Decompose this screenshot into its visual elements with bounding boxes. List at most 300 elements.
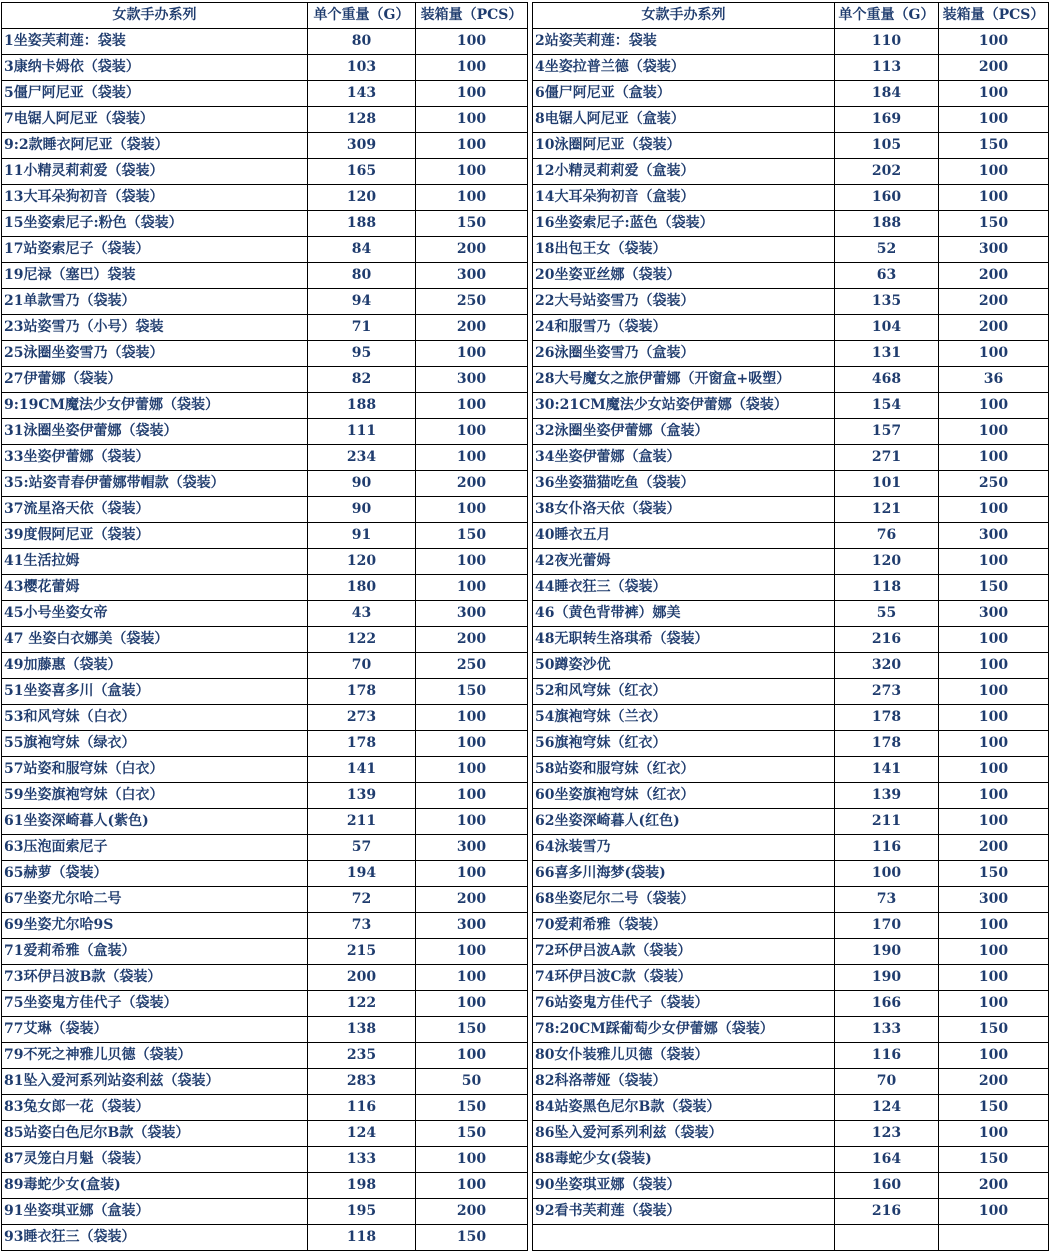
quantity-cell[interactable]: 100 <box>416 1043 528 1069</box>
product-name-cell[interactable]: 72环伊吕波A款（袋装） <box>533 939 835 965</box>
quantity-cell[interactable]: 100 <box>939 679 1049 705</box>
quantity-cell[interactable]: 100 <box>939 1043 1049 1069</box>
product-name-cell[interactable]: 39度假阿尼亚（袋装） <box>2 523 308 549</box>
quantity-cell[interactable]: 250 <box>416 653 528 679</box>
quantity-cell[interactable]: 100 <box>416 133 528 159</box>
quantity-cell[interactable]: 150 <box>939 133 1049 159</box>
quantity-cell[interactable]: 36 <box>939 367 1049 393</box>
weight-cell[interactable]: 178 <box>308 731 416 757</box>
weight-cell[interactable]: 235 <box>308 1043 416 1069</box>
product-name-cell[interactable]: 89毒蛇少女(盒装) <box>2 1173 308 1199</box>
table-row <box>533 341 1049 367</box>
table-row <box>533 783 1049 809</box>
weight-cell[interactable]: 273 <box>835 679 939 705</box>
quantity-cell[interactable]: 100 <box>939 757 1049 783</box>
product-name-cell[interactable]: 1坐姿芙莉莲：袋装 <box>2 29 308 55</box>
product-name-cell[interactable]: 26泳圈坐姿雪乃（盒装） <box>533 341 835 367</box>
weight-cell[interactable]: 90 <box>308 497 416 523</box>
product-name-cell[interactable]: 80女仆装雅儿贝德（袋装） <box>533 1043 835 1069</box>
quantity-cell[interactable]: 100 <box>939 159 1049 185</box>
product-name-cell[interactable]: 50蹲姿沙优 <box>533 653 835 679</box>
quantity-cell[interactable]: 100 <box>939 107 1049 133</box>
quantity-cell[interactable]: 100 <box>939 1199 1049 1225</box>
weight-cell[interactable]: 202 <box>835 159 939 185</box>
weight-cell[interactable]: 121 <box>835 497 939 523</box>
quantity-cell[interactable]: 100 <box>939 991 1049 1017</box>
product-name-cell[interactable]: 20坐姿亚丝娜（袋装） <box>533 263 835 289</box>
quantity-cell[interactable]: 100 <box>939 627 1049 653</box>
weight-cell[interactable]: 104 <box>835 315 939 341</box>
weight-cell[interactable]: 91 <box>308 523 416 549</box>
weight-cell[interactable]: 154 <box>835 393 939 419</box>
product-name-cell[interactable]: 8电锯人阿尼亚（盒装） <box>533 107 835 133</box>
quantity-cell[interactable]: 150 <box>939 1017 1049 1043</box>
table-row <box>533 549 1049 575</box>
product-name-cell[interactable]: 66喜多川海梦(袋装) <box>533 861 835 887</box>
product-name-cell[interactable]: 55旗袍穹妹（绿衣） <box>2 731 308 757</box>
quantity-cell[interactable]: 100 <box>416 939 528 965</box>
weight-cell[interactable]: 76 <box>835 523 939 549</box>
product-name-cell[interactable]: 64泳装雪乃 <box>533 835 835 861</box>
product-name-cell[interactable]: 56旗袍穹妹（红衣） <box>533 731 835 757</box>
quantity-cell[interactable]: 200 <box>939 1069 1049 1095</box>
weight-cell[interactable]: 63 <box>835 263 939 289</box>
product-name-cell[interactable]: 11小精灵莉莉爱（袋装） <box>2 159 308 185</box>
product-name-cell[interactable]: 5僵尸阿尼亚（袋装） <box>2 81 308 107</box>
product-name-cell[interactable]: 45小号坐姿女帝 <box>2 601 308 627</box>
weight-cell[interactable]: 124 <box>835 1095 939 1121</box>
product-name-cell[interactable]: 21单款雪乃（袋装） <box>2 289 308 315</box>
product-name-cell[interactable]: 84站姿黑色尼尔B款（袋装） <box>533 1095 835 1121</box>
quantity-cell[interactable]: 200 <box>939 55 1049 81</box>
quantity-cell[interactable]: 50 <box>416 1069 528 1095</box>
quantity-cell[interactable]: 200 <box>416 887 528 913</box>
product-name-cell[interactable]: 63压泡面索尼子 <box>2 835 308 861</box>
header-name-cell: 女款手办系列 <box>533 3 835 29</box>
product-name-cell[interactable]: 28大号魔女之旅伊蕾娜（开窗盒+吸塑） <box>533 367 835 393</box>
weight-cell[interactable]: 271 <box>835 445 939 471</box>
product-name-cell[interactable]: 36坐姿猫猫吃鱼（袋装） <box>533 471 835 497</box>
quantity-cell[interactable]: 100 <box>416 549 528 575</box>
quantity-cell[interactable]: 150 <box>416 679 528 705</box>
weight-cell[interactable]: 80 <box>308 263 416 289</box>
quantity-cell[interactable]: 100 <box>416 965 528 991</box>
weight-cell[interactable]: 73 <box>835 887 939 913</box>
weight-cell[interactable]: 122 <box>308 627 416 653</box>
quantity-cell[interactable]: 300 <box>416 601 528 627</box>
quantity-cell[interactable]: 100 <box>416 55 528 81</box>
product-name-cell[interactable]: 87灵笼白月魁（袋装） <box>2 1147 308 1173</box>
weight-cell[interactable]: 55 <box>835 601 939 627</box>
quantity-cell[interactable]: 300 <box>416 263 528 289</box>
product-name-cell[interactable]: 27伊蕾娜（袋装） <box>2 367 308 393</box>
quantity-cell[interactable]: 150 <box>416 1121 528 1147</box>
weight-cell[interactable]: 166 <box>835 991 939 1017</box>
product-name-cell[interactable]: 58站姿和服穹妹（红衣） <box>533 757 835 783</box>
product-name-cell[interactable]: 81坠入爱河系列站姿利兹（袋装） <box>2 1069 308 1095</box>
quantity-cell[interactable]: 150 <box>416 1017 528 1043</box>
table-row <box>2 55 528 81</box>
table-row <box>533 965 1049 991</box>
quantity-cell[interactable]: 100 <box>416 159 528 185</box>
weight-cell[interactable]: 215 <box>308 939 416 965</box>
weight-cell[interactable]: 70 <box>835 1069 939 1095</box>
product-name-cell[interactable]: 51坐姿喜多川（盒装） <box>2 679 308 705</box>
product-name-cell[interactable]: 16坐姿索尼子:蓝色（袋装） <box>533 211 835 237</box>
quantity-cell[interactable]: 100 <box>939 185 1049 211</box>
product-name-cell[interactable]: 70爱莉希雅（袋装） <box>533 913 835 939</box>
table-row <box>533 81 1049 107</box>
weight-cell[interactable]: 143 <box>308 81 416 107</box>
weight-cell[interactable]: 133 <box>308 1147 416 1173</box>
quantity-cell[interactable]: 300 <box>939 601 1049 627</box>
quantity-cell[interactable]: 100 <box>416 393 528 419</box>
product-name-cell[interactable]: 9:19CM魔法少女伊蕾娜（袋装） <box>2 393 308 419</box>
weight-cell[interactable]: 157 <box>835 419 939 445</box>
quantity-cell[interactable]: 100 <box>416 757 528 783</box>
weight-cell[interactable]: 169 <box>835 107 939 133</box>
weight-cell[interactable]: 194 <box>308 861 416 887</box>
quantity-cell[interactable]: 100 <box>416 341 528 367</box>
quantity-cell[interactable]: 100 <box>416 445 528 471</box>
product-name-cell[interactable]: 67坐姿尤尔哈二号 <box>2 887 308 913</box>
weight-cell[interactable]: 139 <box>835 783 939 809</box>
weight-cell[interactable]: 139 <box>308 783 416 809</box>
weight-cell[interactable]: 118 <box>308 1225 416 1251</box>
quantity-cell[interactable]: 300 <box>939 237 1049 263</box>
table-row <box>533 497 1049 523</box>
weight-cell[interactable]: 100 <box>835 861 939 887</box>
product-name-cell[interactable]: 6僵尸阿尼亚（盒装） <box>533 81 835 107</box>
table-row <box>533 939 1049 965</box>
weight-cell[interactable]: 164 <box>835 1147 939 1173</box>
weight-cell[interactable]: 180 <box>308 575 416 601</box>
quantity-cell[interactable]: 100 <box>939 549 1049 575</box>
quantity-cell[interactable]: 100 <box>939 393 1049 419</box>
weight-cell[interactable]: 128 <box>308 107 416 133</box>
weight-cell[interactable]: 116 <box>308 1095 416 1121</box>
quantity-cell[interactable]: 200 <box>416 315 528 341</box>
quantity-cell[interactable]: 100 <box>416 731 528 757</box>
product-name-cell[interactable]: 57站姿和服穹妹（白衣） <box>2 757 308 783</box>
weight-cell[interactable]: 110 <box>835 29 939 55</box>
product-name-cell[interactable]: 83兔女郎一花（袋装） <box>2 1095 308 1121</box>
weight-cell[interactable]: 188 <box>308 393 416 419</box>
quantity-cell[interactable]: 100 <box>416 575 528 601</box>
weight-cell[interactable]: 165 <box>308 159 416 185</box>
table-row <box>2 185 528 211</box>
product-name-cell[interactable] <box>533 1225 835 1251</box>
product-name-cell[interactable]: 90坐姿琪亚娜（袋装） <box>533 1173 835 1199</box>
weight-cell[interactable]: 73 <box>308 913 416 939</box>
product-name-cell[interactable]: 18出包王女（袋装） <box>533 237 835 263</box>
product-name-cell[interactable]: 41生活拉姆 <box>2 549 308 575</box>
quantity-cell[interactable]: 100 <box>416 81 528 107</box>
product-name-cell[interactable]: 12小精灵莉莉爱（盒装） <box>533 159 835 185</box>
product-name-cell[interactable]: 54旗袍穹妹（兰衣） <box>533 705 835 731</box>
quantity-cell[interactable]: 150 <box>939 861 1049 887</box>
quantity-cell[interactable]: 100 <box>939 731 1049 757</box>
product-name-cell[interactable]: 61坐姿深崎暮人(紫色) <box>2 809 308 835</box>
weight-cell[interactable]: 116 <box>835 835 939 861</box>
product-name-cell[interactable]: 2站姿芙莉莲：袋装 <box>533 29 835 55</box>
table-row <box>2 341 528 367</box>
product-name-cell[interactable]: 25泳圈坐姿雪乃（袋装） <box>2 341 308 367</box>
weight-cell[interactable]: 273 <box>308 705 416 731</box>
quantity-cell[interactable]: 200 <box>939 289 1049 315</box>
quantity-cell[interactable]: 100 <box>416 705 528 731</box>
table-row <box>533 133 1049 159</box>
quantity-cell[interactable]: 150 <box>939 1147 1049 1173</box>
product-name-cell[interactable]: 37流星洛天依（袋装） <box>2 497 308 523</box>
weight-cell[interactable]: 188 <box>308 211 416 237</box>
weight-cell[interactable]: 105 <box>835 133 939 159</box>
product-name-cell[interactable]: 24和服雪乃（袋装） <box>533 315 835 341</box>
table-row <box>2 159 528 185</box>
weight-cell[interactable]: 178 <box>835 731 939 757</box>
product-name-cell[interactable]: 53和风穹妹（白衣） <box>2 705 308 731</box>
weight-cell[interactable]: 178 <box>835 705 939 731</box>
weight-cell[interactable]: 468 <box>835 367 939 393</box>
weight-cell[interactable]: 141 <box>308 757 416 783</box>
weight-cell[interactable]: 90 <box>308 471 416 497</box>
product-name-cell[interactable]: 49加藤惠（袋装） <box>2 653 308 679</box>
weight-cell[interactable]: 138 <box>308 1017 416 1043</box>
product-name-cell[interactable]: 71爱莉希雅（盒装） <box>2 939 308 965</box>
quantity-cell[interactable]: 100 <box>939 497 1049 523</box>
quantity-cell[interactable]: 100 <box>416 1147 528 1173</box>
product-name-cell[interactable]: 15坐姿索尼子:粉色（袋装） <box>2 211 308 237</box>
weight-cell[interactable]: 184 <box>835 81 939 107</box>
quantity-cell[interactable]: 100 <box>416 419 528 445</box>
product-name-cell[interactable]: 74环伊吕波C款（袋装） <box>533 965 835 991</box>
product-name-cell[interactable]: 33坐姿伊蕾娜（袋装） <box>2 445 308 471</box>
table-row <box>2 367 528 393</box>
weight-cell[interactable]: 57 <box>308 835 416 861</box>
quantity-cell[interactable]: 100 <box>939 1121 1049 1147</box>
weight-cell[interactable]: 123 <box>835 1121 939 1147</box>
quantity-cell[interactable]: 300 <box>416 913 528 939</box>
table-row <box>2 1199 528 1225</box>
quantity-cell[interactable]: 100 <box>416 29 528 55</box>
weight-cell[interactable]: 178 <box>308 679 416 705</box>
quantity-cell[interactable]: 100 <box>416 185 528 211</box>
product-name-cell[interactable]: 76站姿鬼方佳代子（袋装） <box>533 991 835 1017</box>
quantity-cell[interactable]: 100 <box>416 107 528 133</box>
product-name-cell[interactable]: 9:2款睡衣阿尼亚（袋装） <box>2 133 308 159</box>
quantity-cell[interactable]: 100 <box>939 783 1049 809</box>
quantity-cell[interactable]: 100 <box>939 809 1049 835</box>
product-name-cell[interactable]: 91坐姿琪亚娜（盒装） <box>2 1199 308 1225</box>
product-name-cell[interactable]: 60坐姿旗袍穹妹（红衣） <box>533 783 835 809</box>
product-name-cell[interactable]: 78:20CM踩葡萄少女伊蕾娜（袋装） <box>533 1017 835 1043</box>
weight-cell[interactable]: 82 <box>308 367 416 393</box>
quantity-cell[interactable]: 100 <box>939 419 1049 445</box>
product-name-cell[interactable]: 44睡衣狂三（袋装） <box>533 575 835 601</box>
product-name-cell[interactable]: 34坐姿伊蕾娜（盒装） <box>533 445 835 471</box>
quantity-cell[interactable]: 150 <box>416 1225 528 1251</box>
product-name-cell[interactable]: 32泳圈坐姿伊蕾娜（盒装） <box>533 419 835 445</box>
quantity-cell[interactable]: 100 <box>416 783 528 809</box>
quantity-cell[interactable]: 250 <box>939 471 1049 497</box>
product-name-cell[interactable]: 92看书芙莉莲（袋装） <box>533 1199 835 1225</box>
weight-cell[interactable]: 120 <box>308 185 416 211</box>
weight-cell[interactable]: 118 <box>835 575 939 601</box>
weight-cell[interactable]: 216 <box>835 627 939 653</box>
quantity-cell[interactable]: 200 <box>416 471 528 497</box>
product-name-cell[interactable]: 69坐姿尤尔哈9S <box>2 913 308 939</box>
product-name-cell[interactable]: 42夜光蕾姆 <box>533 549 835 575</box>
product-name-cell[interactable]: 35:站姿青春伊蕾娜带帽款（袋装） <box>2 471 308 497</box>
quantity-cell[interactable]: 200 <box>939 315 1049 341</box>
quantity-cell[interactable]: 100 <box>939 653 1049 679</box>
weight-cell[interactable]: 80 <box>308 29 416 55</box>
quantity-cell[interactable]: 150 <box>939 1095 1049 1121</box>
weight-cell[interactable]: 101 <box>835 471 939 497</box>
weight-cell[interactable]: 170 <box>835 913 939 939</box>
product-name-cell[interactable]: 43樱花蕾姆 <box>2 575 308 601</box>
product-name-cell[interactable]: 31泳圈坐姿伊蕾娜（袋装） <box>2 419 308 445</box>
product-name-cell[interactable]: 47 坐姿白衣娜美（袋装） <box>2 627 308 653</box>
weight-cell[interactable]: 113 <box>835 55 939 81</box>
product-name-cell[interactable]: 93睡衣狂三（袋装） <box>2 1225 308 1251</box>
product-name-cell[interactable]: 52和风穹妹（红衣） <box>533 679 835 705</box>
product-name-cell[interactable]: 62坐姿深崎暮人(红色) <box>533 809 835 835</box>
weight-cell[interactable]: 160 <box>835 1173 939 1199</box>
weight-cell[interactable]: 160 <box>835 185 939 211</box>
product-name-cell[interactable]: 40睡衣五月 <box>533 523 835 549</box>
weight-cell[interactable]: 72 <box>308 887 416 913</box>
product-name-cell[interactable]: 68坐姿尼尔二号（袋装） <box>533 887 835 913</box>
product-name-cell[interactable]: 86坠入爱河系列利兹（袋装） <box>533 1121 835 1147</box>
weight-cell[interactable]: 103 <box>308 55 416 81</box>
weight-cell[interactable]: 116 <box>835 1043 939 1069</box>
quantity-cell[interactable]: 100 <box>416 991 528 1017</box>
quantity-cell[interactable]: 100 <box>939 705 1049 731</box>
product-name-cell[interactable]: 88毒蛇少女(袋装) <box>533 1147 835 1173</box>
weight-cell[interactable]: 135 <box>835 289 939 315</box>
product-name-cell[interactable]: 59坐姿旗袍穹妹（白衣） <box>2 783 308 809</box>
quantity-cell[interactable]: 100 <box>939 965 1049 991</box>
weight-cell[interactable]: 84 <box>308 237 416 263</box>
weight-cell[interactable]: 188 <box>835 211 939 237</box>
product-name-cell[interactable]: 14大耳朵狗初音（盒装） <box>533 185 835 211</box>
product-name-cell[interactable]: 30:21CM魔法少女站姿伊蕾娜（袋装） <box>533 393 835 419</box>
quantity-cell[interactable]: 300 <box>939 523 1049 549</box>
quantity-cell[interactable]: 150 <box>416 211 528 237</box>
quantity-cell[interactable]: 200 <box>416 1199 528 1225</box>
product-name-cell[interactable]: 10泳圈阿尼亚（袋装） <box>533 133 835 159</box>
quantity-cell[interactable]: 150 <box>416 1095 528 1121</box>
quantity-cell[interactable]: 150 <box>416 523 528 549</box>
quantity-cell[interactable]: 150 <box>939 211 1049 237</box>
quantity-cell[interactable]: 100 <box>416 809 528 835</box>
quantity-cell[interactable] <box>939 1225 1049 1251</box>
weight-cell[interactable]: 131 <box>835 341 939 367</box>
quantity-cell[interactable]: 150 <box>939 575 1049 601</box>
weight-cell[interactable]: 122 <box>308 991 416 1017</box>
product-name-cell[interactable]: 4坐姿拉普兰德（袋装） <box>533 55 835 81</box>
weight-cell[interactable]: 309 <box>308 133 416 159</box>
weight-cell[interactable] <box>835 1225 939 1251</box>
weight-cell[interactable]: 211 <box>308 809 416 835</box>
quantity-cell[interactable]: 100 <box>939 939 1049 965</box>
quantity-cell[interactable]: 100 <box>416 1173 528 1199</box>
table-row <box>533 289 1049 315</box>
product-name-cell[interactable]: 85站姿白色尼尔B款（袋装） <box>2 1121 308 1147</box>
product-name-cell[interactable]: 65赫萝（袋装） <box>2 861 308 887</box>
product-name-cell[interactable]: 7电锯人阿尼亚（袋装） <box>2 107 308 133</box>
quantity-cell[interactable]: 100 <box>416 861 528 887</box>
quantity-cell[interactable]: 200 <box>939 1173 1049 1199</box>
product-name-cell[interactable]: 23站姿雪乃（小号）袋装 <box>2 315 308 341</box>
weight-cell[interactable]: 124 <box>308 1121 416 1147</box>
weight-cell[interactable]: 133 <box>835 1017 939 1043</box>
weight-cell[interactable]: 195 <box>308 1199 416 1225</box>
quantity-cell[interactable]: 100 <box>416 497 528 523</box>
weight-cell[interactable]: 120 <box>308 549 416 575</box>
quantity-cell[interactable]: 100 <box>939 341 1049 367</box>
weight-cell[interactable]: 94 <box>308 289 416 315</box>
product-name-cell[interactable]: 17站姿索尼子（袋装） <box>2 237 308 263</box>
product-name-cell[interactable]: 22大号站姿雪乃（袋装） <box>533 289 835 315</box>
product-name-cell[interactable]: 82科洛蒂娅（袋装） <box>533 1069 835 1095</box>
quantity-cell[interactable]: 100 <box>939 29 1049 55</box>
table-row <box>533 55 1049 81</box>
weight-cell[interactable]: 52 <box>835 237 939 263</box>
product-name-cell[interactable]: 75坐姿鬼方佳代子（袋装） <box>2 991 308 1017</box>
weight-cell[interactable]: 200 <box>308 965 416 991</box>
product-name-cell[interactable]: 77艾琳（袋装） <box>2 1017 308 1043</box>
product-name-cell[interactable]: 46（黄色背带裤）娜美 <box>533 601 835 627</box>
weight-cell[interactable]: 43 <box>308 601 416 627</box>
weight-cell[interactable]: 320 <box>835 653 939 679</box>
weight-cell[interactable]: 283 <box>308 1069 416 1095</box>
weight-cell[interactable]: 190 <box>835 939 939 965</box>
weight-cell[interactable]: 120 <box>835 549 939 575</box>
product-name-cell[interactable]: 38女仆洛天依（袋装） <box>533 497 835 523</box>
quantity-cell[interactable]: 300 <box>416 367 528 393</box>
weight-cell[interactable]: 95 <box>308 341 416 367</box>
weight-cell[interactable]: 111 <box>308 419 416 445</box>
weight-cell[interactable]: 211 <box>835 809 939 835</box>
table-row <box>533 1199 1049 1225</box>
product-name-cell[interactable]: 13大耳朵狗初音（袋装） <box>2 185 308 211</box>
product-name-cell[interactable]: 3康纳卡姆依（袋装） <box>2 55 308 81</box>
weight-cell[interactable]: 141 <box>835 757 939 783</box>
product-name-cell[interactable]: 19尼禄（塞巴）袋装 <box>2 263 308 289</box>
quantity-cell[interactable]: 200 <box>416 627 528 653</box>
quantity-cell[interactable]: 250 <box>416 289 528 315</box>
quantity-cell[interactable]: 100 <box>939 81 1049 107</box>
product-name-cell[interactable]: 48无职转生洛琪希（袋装） <box>533 627 835 653</box>
quantity-cell[interactable]: 100 <box>939 445 1049 471</box>
quantity-cell[interactable]: 100 <box>939 913 1049 939</box>
weight-cell[interactable]: 190 <box>835 965 939 991</box>
weight-cell[interactable]: 70 <box>308 653 416 679</box>
product-name-cell[interactable]: 79不死之神雅儿贝德（袋装） <box>2 1043 308 1069</box>
quantity-cell[interactable]: 300 <box>416 835 528 861</box>
quantity-cell[interactable]: 200 <box>939 263 1049 289</box>
weight-cell[interactable]: 234 <box>308 445 416 471</box>
quantity-cell[interactable]: 200 <box>939 835 1049 861</box>
quantity-cell[interactable]: 300 <box>939 887 1049 913</box>
quantity-cell[interactable]: 200 <box>416 237 528 263</box>
weight-cell[interactable]: 71 <box>308 315 416 341</box>
weight-cell[interactable]: 216 <box>835 1199 939 1225</box>
product-name-cell[interactable]: 73环伊吕波B款（袋装） <box>2 965 308 991</box>
weight-cell[interactable]: 198 <box>308 1173 416 1199</box>
